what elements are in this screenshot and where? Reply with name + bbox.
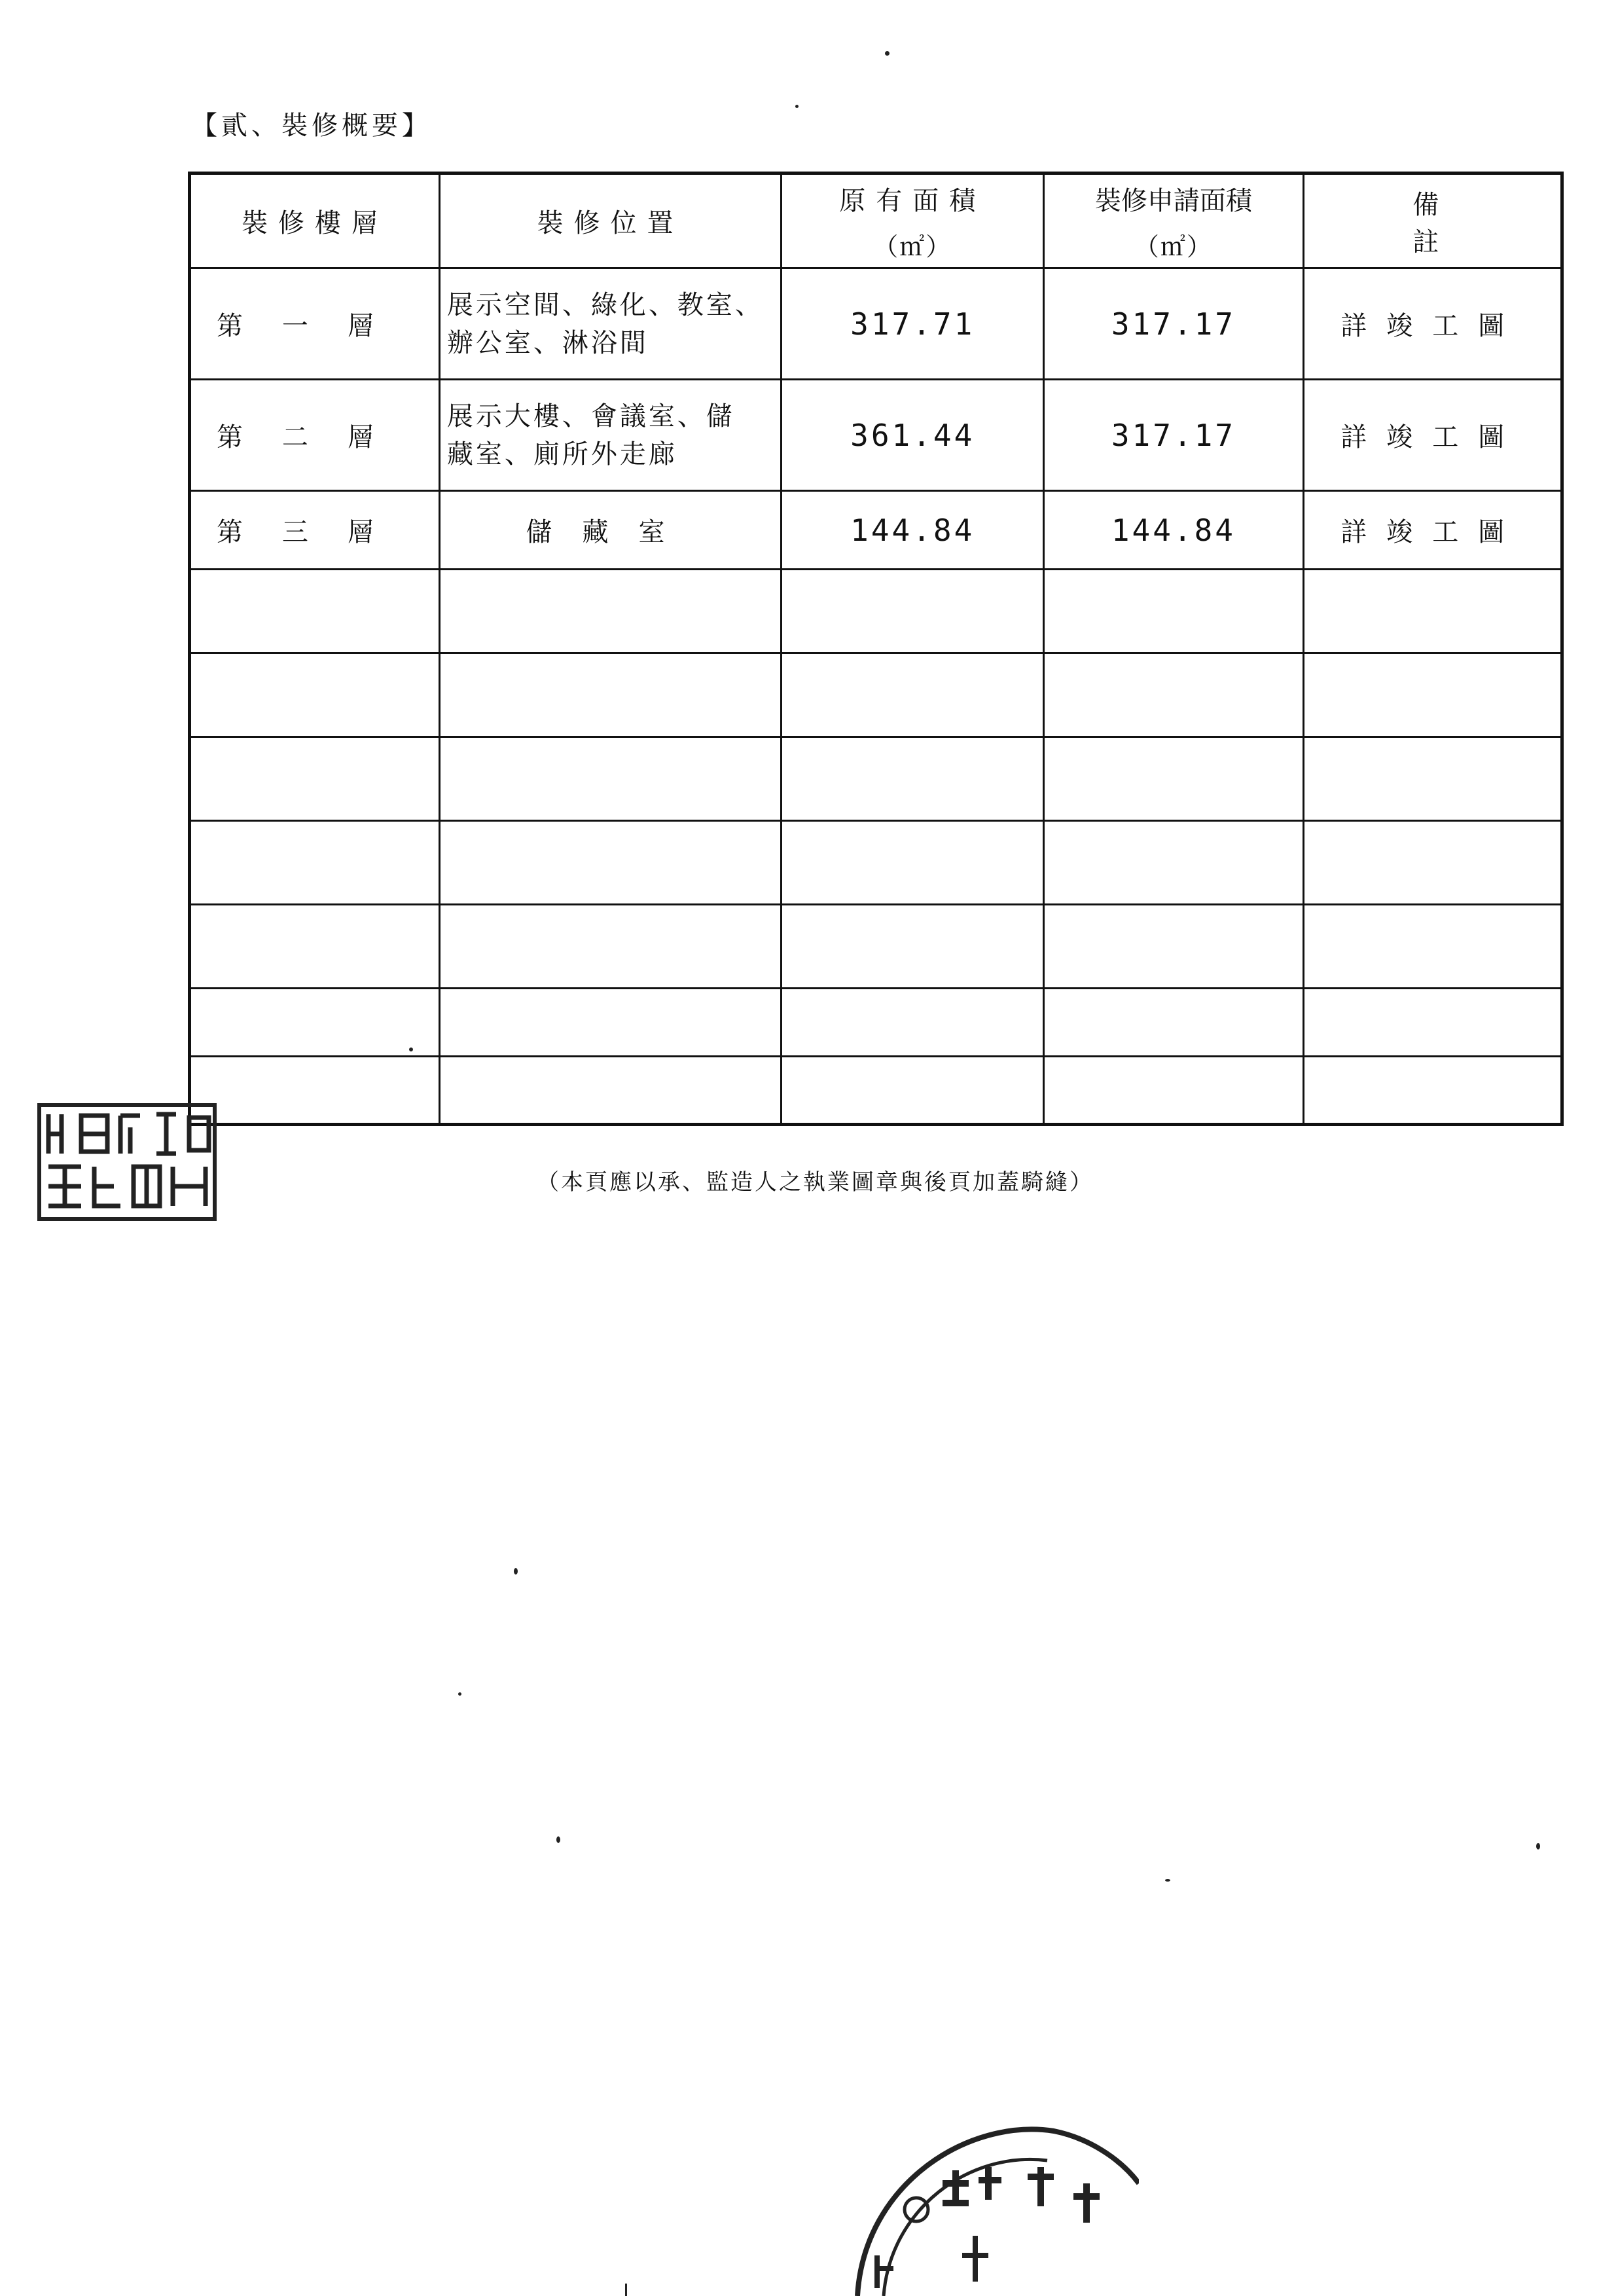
cell-original-area: 317.71 (782, 268, 1044, 380)
cell-floor: 第二層 (190, 380, 440, 491)
cell-location-line: 展示大樓、會議室、儲 (446, 401, 735, 431)
empty-row (190, 737, 1562, 821)
cell-remark: 詳竣工圖 (1303, 491, 1562, 570)
scan-speck (514, 1568, 518, 1575)
table-row (190, 491, 1562, 570)
cell-remark: 詳竣工圖 (1303, 380, 1562, 491)
table-row (190, 380, 1562, 491)
cell-floor: 第三層 (190, 491, 440, 570)
empty-row (190, 905, 1562, 989)
empty-row (190, 821, 1562, 905)
cell-location: 儲藏室 (439, 491, 781, 570)
header-location: 裝修位置 (439, 173, 781, 268)
footnote: （本頁應以承、監造人之執業圖章與後頁加蓋騎縫） (537, 1169, 1094, 1195)
empty-row (190, 653, 1562, 737)
cell-applied-area: 317.17 (1044, 268, 1303, 380)
cell-location (439, 380, 781, 491)
scan-speck (625, 2284, 627, 2296)
header-original-area (782, 173, 1044, 268)
scan-speck (1165, 1879, 1170, 1882)
scan-speck (1536, 1843, 1540, 1850)
cell-location-line: 辦公室、淋浴間 (446, 327, 649, 358)
scan-speck (409, 1048, 413, 1051)
seal-stamp-left (35, 1101, 219, 1223)
empty-row (190, 570, 1562, 653)
header-applied-area-label: 裝修申請面積 (1094, 185, 1252, 216)
cell-original-area: 361.44 (782, 380, 1044, 491)
cell-remark: 詳竣工圖 (1303, 268, 1562, 380)
header-applied-area-unit: （㎡） (1134, 232, 1213, 261)
empty-row (190, 1057, 1562, 1125)
section-title: 【貳、裝修概要】 (191, 111, 432, 141)
cell-original-area: 144.84 (782, 491, 1044, 570)
cell-location-line: 藏室、廁所外走廊 (446, 439, 677, 469)
empty-row (190, 989, 1562, 1057)
cell-applied-area: 144.84 (1044, 491, 1303, 570)
cell-applied-area: 317.17 (1044, 380, 1303, 491)
header-floor: 裝修樓層 (190, 173, 440, 268)
header-applied-area (1044, 173, 1303, 268)
scan-speck (556, 1836, 560, 1843)
scan-speck (885, 51, 890, 56)
seal-stamp-bottom (838, 2105, 1139, 2296)
table-header-row (190, 173, 1562, 268)
scan-speck (458, 1692, 461, 1696)
cell-floor: 第一層 (190, 268, 440, 380)
cell-location (439, 268, 781, 380)
table-row (190, 268, 1562, 380)
header-original-area-label: 原有面積 (839, 185, 986, 216)
header-remark: 備註 (1303, 173, 1562, 268)
cell-location-line: 展示空間、綠化、教室、 (446, 289, 764, 320)
scan-speck (795, 105, 799, 108)
renovation-summary-table (188, 172, 1564, 1126)
header-original-area-unit: （㎡） (873, 232, 952, 261)
